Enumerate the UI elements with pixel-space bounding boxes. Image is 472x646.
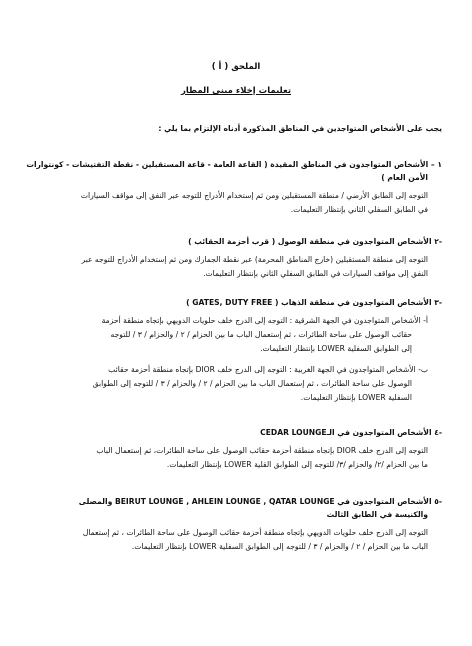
section-3a-line-2: حقائب الوصول على ساحة الطائرات ، ثم إستعمال الباب ما بين الحزام / ٢ / والحزام / ٣ / للتوجه bbox=[110, 330, 412, 339]
appendix-title: الملحق ( أ ) bbox=[211, 62, 261, 72]
document-title: تعليمات إخلاء مبنى المطار bbox=[180, 86, 292, 96]
section-5-heading-line-2: والكنيسة في الطابق الثالث bbox=[326, 510, 428, 519]
section-2-body-line-1: التوجه إلى منطقة المستقبلين (خارج المناطق المحرمة) عبر نقطة الجمارك ومن ثم إستخدام الأدراج للتوجه عبر bbox=[81, 255, 428, 264]
section-1-heading-line-1: ١ – الأشخاص المتواجدون في المناطق المقيدة ( القاعة العامة - قاعة المستقبلين - نقطة التفتيشات - كونتوارات bbox=[26, 160, 442, 169]
section-5-heading-line-1: -٥ الأشخاص المتواجدون في BEIRUT LOUNGE , AHLEIN LOUNGE , QATAR LOUNGE والمصلى bbox=[78, 497, 442, 506]
section-2-heading: -٢ الأشخاص المتواجدون في منطقة الوصول ( قرب أحزمة الحقائب ) bbox=[188, 237, 442, 246]
section-1-body-line-1: التوجه إلى الطابق الأرضي / منطقة المستقبلين ومن ثم إستخدام الأدراج للتوجه عبر النفق إلى مواقف السيارات bbox=[80, 191, 428, 200]
section-4-heading: -٤ الأشخاص المتواجدون في الـCEDAR LOUNGE bbox=[260, 428, 442, 437]
section-4-body-line-2: ما بين الحزام /٢/ والحزام /٣/ للتوجه إلى الطوابق القلية LOWER بإنتظار التعليمات. bbox=[166, 460, 428, 469]
section-5-body-line-2: الباب ما بين الحزام / ٢ / والحزام / ٣ / للتوجه إلى الطوابق السفلية LOWER بإنتظار التعليمات. bbox=[131, 542, 428, 551]
section-3b-line-1: ب- الأشخاص المتواجدون في الجهة الغربية : التوجه إلى الدرج خلف DIOR بإتجاه منطقة أحزمة حقائب bbox=[108, 365, 428, 374]
section-2-body-line-2: النفق إلى مواقف السيارات في الطابق السفلي الثاني بإنتظار التعليمات. bbox=[203, 269, 428, 278]
section-3a-line-1: أ- الأشخاص المتواجدون في الجهة الشرقية : التوجه إلى الدرج خلف حلويات الدويهي بإتجاه منطقة أحزمة bbox=[101, 316, 428, 325]
section-1-body-line-2: في الطابق السفلي الثاني بإنتظار التعليمات. bbox=[290, 205, 428, 214]
section-3b-line-2: الوصول على ساحة الطائرات ، ثم إستعمال الباب ما بين الحزام / ٢ / والحزام / ٣ / للتوجه إلى الطوابق bbox=[92, 379, 412, 388]
section-1-heading-line-2: الأمن العام ) bbox=[381, 173, 428, 182]
intro-text: يجب على الأشخاص المتواجدين في المناطق المذكورة أدناه الإلتزام بما يلي : bbox=[158, 124, 442, 133]
section-3-heading: -٣ الأشخاص المتواجدون في منطقة الذهاب ( GATES, DUTY FREE ) bbox=[186, 298, 442, 307]
section-3b-line-3: السفلية LOWER بإنتظار التعليمات. bbox=[300, 393, 412, 402]
section-5-body-line-1: التوجه إلى الدرج خلف حلويات الدويهي بإتجاه منطقة أحزمة حقائب الوصول على ساحة الطائرات ، ثم إستعمال bbox=[82, 528, 428, 537]
section-4-body-line-1: التوجه إلى الدرج خلف DIOR بإتجاه منطقة أحزمة حقائب الوصول على ساحة الطائرات، ثم إستعمال الباب bbox=[96, 446, 428, 455]
section-3a-line-3: إلى الطوابق السفلية LOWER بإنتظار التعليمات. bbox=[260, 344, 412, 353]
